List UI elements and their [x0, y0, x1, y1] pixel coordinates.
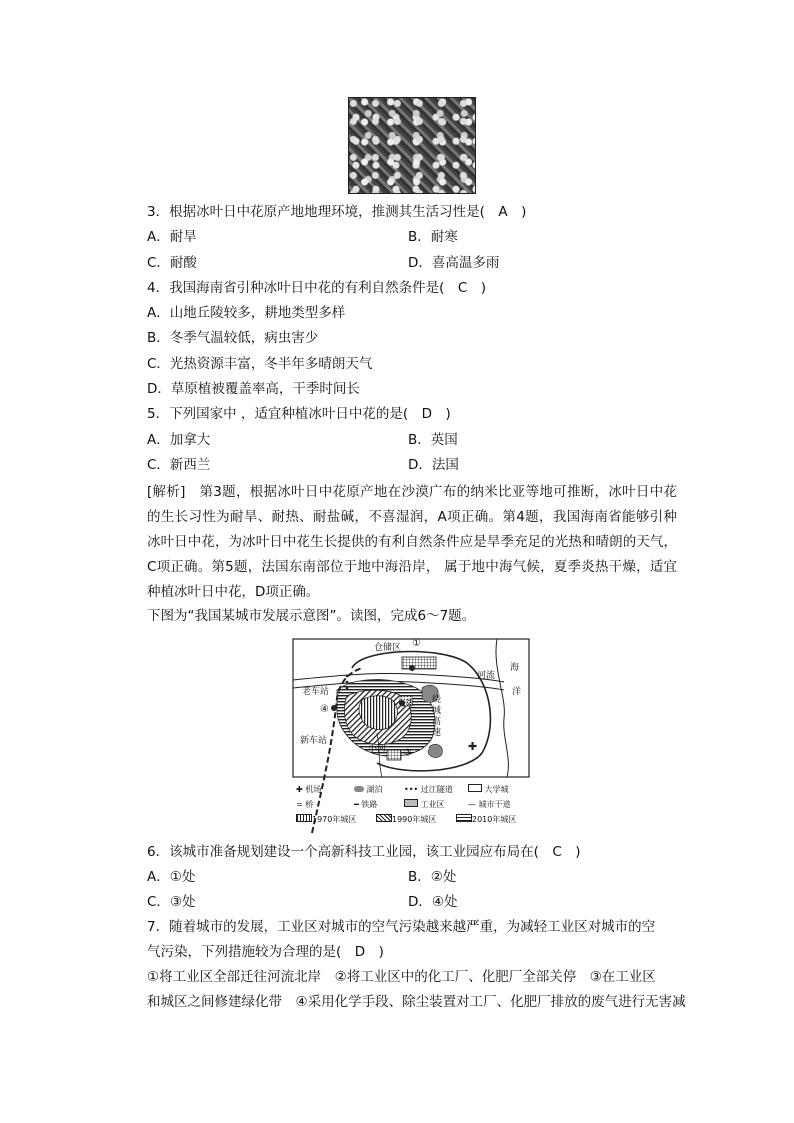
legend-2010	[456, 814, 516, 825]
legend-1990-label: 1990年城区	[392, 815, 437, 824]
map-label-ring-2: 城	[432, 706, 442, 716]
map-label-ring-1: 绕	[432, 695, 442, 705]
legend-airport: ✚ 机场	[296, 785, 322, 794]
q4-option-b: B．冬季气温较低，病虫害少	[147, 330, 319, 346]
q5-option-c: C．新西兰	[147, 457, 211, 473]
legend-lake-label: 湖泊	[366, 785, 383, 794]
q6-option-d: D．④处	[408, 894, 458, 910]
ice-plant-photo	[348, 97, 476, 194]
question-7-stem-line-1: 7．随着城市的发展，工业区对城市的空气污染越来越严重，为减轻工业区对城市的空	[147, 919, 656, 935]
legend-trunk-label: 城市干道	[478, 800, 511, 809]
q6-option-c: C．③处	[147, 894, 196, 910]
map-label-ring-3: 高	[432, 717, 442, 727]
map-marker-3: ③	[403, 748, 412, 759]
q3-option-d: D．喜高温多雨	[408, 255, 500, 271]
q3-option-b: B．耐寒	[408, 229, 458, 245]
legend-2010-label: 2010年城区	[472, 815, 517, 824]
map-marker-4: ④	[320, 704, 329, 715]
q5-option-a: A．加拿大	[147, 432, 211, 448]
legend-bridge: ≍ 桥	[296, 800, 314, 809]
question-6-stem: 6．该城市准备规划建设一个高新科技工业园，该工业园应布局在( C )	[147, 844, 581, 860]
map-label-small-river: 小河	[368, 744, 387, 754]
legend-bridge-label: 桥	[305, 800, 314, 809]
legend-tunnel: ••• 过江隧道	[404, 785, 453, 794]
map-label-warehouse: 仓储区	[374, 643, 402, 653]
question-4-stem: 4．我国海南省引种冰叶日中花的有利自然条件是( C )	[147, 280, 487, 296]
figure-intro: 下图为“我国某城市发展示意图”。读图，完成6～7题。	[147, 608, 476, 624]
legend-industrial-label: 工业区	[420, 800, 445, 809]
q5-option-b: B．英国	[408, 432, 458, 448]
q6-option-b: B．②处	[408, 869, 457, 885]
legend-airport-label: 机场	[305, 785, 322, 794]
question-7-options-line-2: 和城区之间修建绿化带 ④采用化学手段、除尘装置对工厂、化肥厂排放的废气进行无害减	[147, 994, 686, 1010]
map-marker-1: ①	[412, 638, 421, 649]
legend-1970-label: 1970年城区	[312, 815, 357, 824]
legend-1970	[296, 814, 356, 825]
map-label-old-station: 老车站	[302, 687, 330, 697]
q4-option-a: A．山地丘陵较多，耕地类型多样	[147, 305, 346, 321]
map-label-river: 河流	[477, 671, 496, 681]
legend-1990	[376, 814, 436, 825]
map-marker-2: ②	[405, 698, 414, 709]
legend-university	[468, 784, 509, 795]
map-label-new-station: 新车站	[300, 736, 328, 746]
q5-option-d: D．法国	[408, 457, 459, 473]
analysis-paragraph: [解析] 第3题，根据冰叶日中花原产地在沙漠广布的纳米比亚等地可推断，冰叶日中花的生长习性为耐旱、耐热、耐盐碱，不喜湿润，A项正确。第4题，我国海南省能够引种冰叶日中花，为冰叶日中花生长提供的有利自然条件应是旱季充足的光热和晴朗的天气，C项正确。第5题，法国东南部位于地中海沿岸， 属于地中海气候，夏季炎热干燥，适宜种植冰叶日中花，D项正确。	[147, 484, 677, 600]
city-development-map	[292, 638, 530, 834]
map-label-ocean: 洋	[512, 687, 522, 697]
legend-railway-label: 铁路	[361, 800, 378, 809]
legend-industrial	[404, 799, 445, 810]
legend-lake	[354, 784, 383, 795]
q4-option-d: D．草原植被覆盖率高，干季时间长	[147, 381, 360, 397]
legend-tunnel-label: 过江隧道	[420, 785, 453, 794]
map-label-sea: 海	[510, 663, 520, 673]
legend-university-label: 大学城	[484, 785, 509, 794]
question-7-stem-line-2: 气污染，下列措施较为合理的是( D )	[147, 944, 384, 960]
svg-text:✚: ✚	[468, 740, 478, 753]
legend-railway: ━ 铁路	[354, 800, 378, 809]
q3-option-c: C．耐酸	[147, 255, 197, 271]
q6-option-a: A．①处	[147, 869, 196, 885]
legend-trunk: — 城市干道	[468, 800, 511, 809]
question-7-options-line-1: ①将工业区全部迁往河流北岸 ②将工业区中的化工厂、化肥厂全部关停 ③在工业区	[147, 969, 656, 985]
q3-option-a: A．耐旱	[147, 229, 197, 245]
map-label-ring-4: 速	[432, 728, 442, 738]
question-3-stem: 3．根据冰叶日中花原产地地理环境，推测其生活习性是( A )	[147, 204, 527, 220]
question-5-stem: 5．下列国家中 ，适宜种植冰叶日中花的是( D )	[147, 406, 451, 422]
q4-option-c: C．光热资源丰富，冬半年多晴朗天气	[147, 356, 373, 372]
